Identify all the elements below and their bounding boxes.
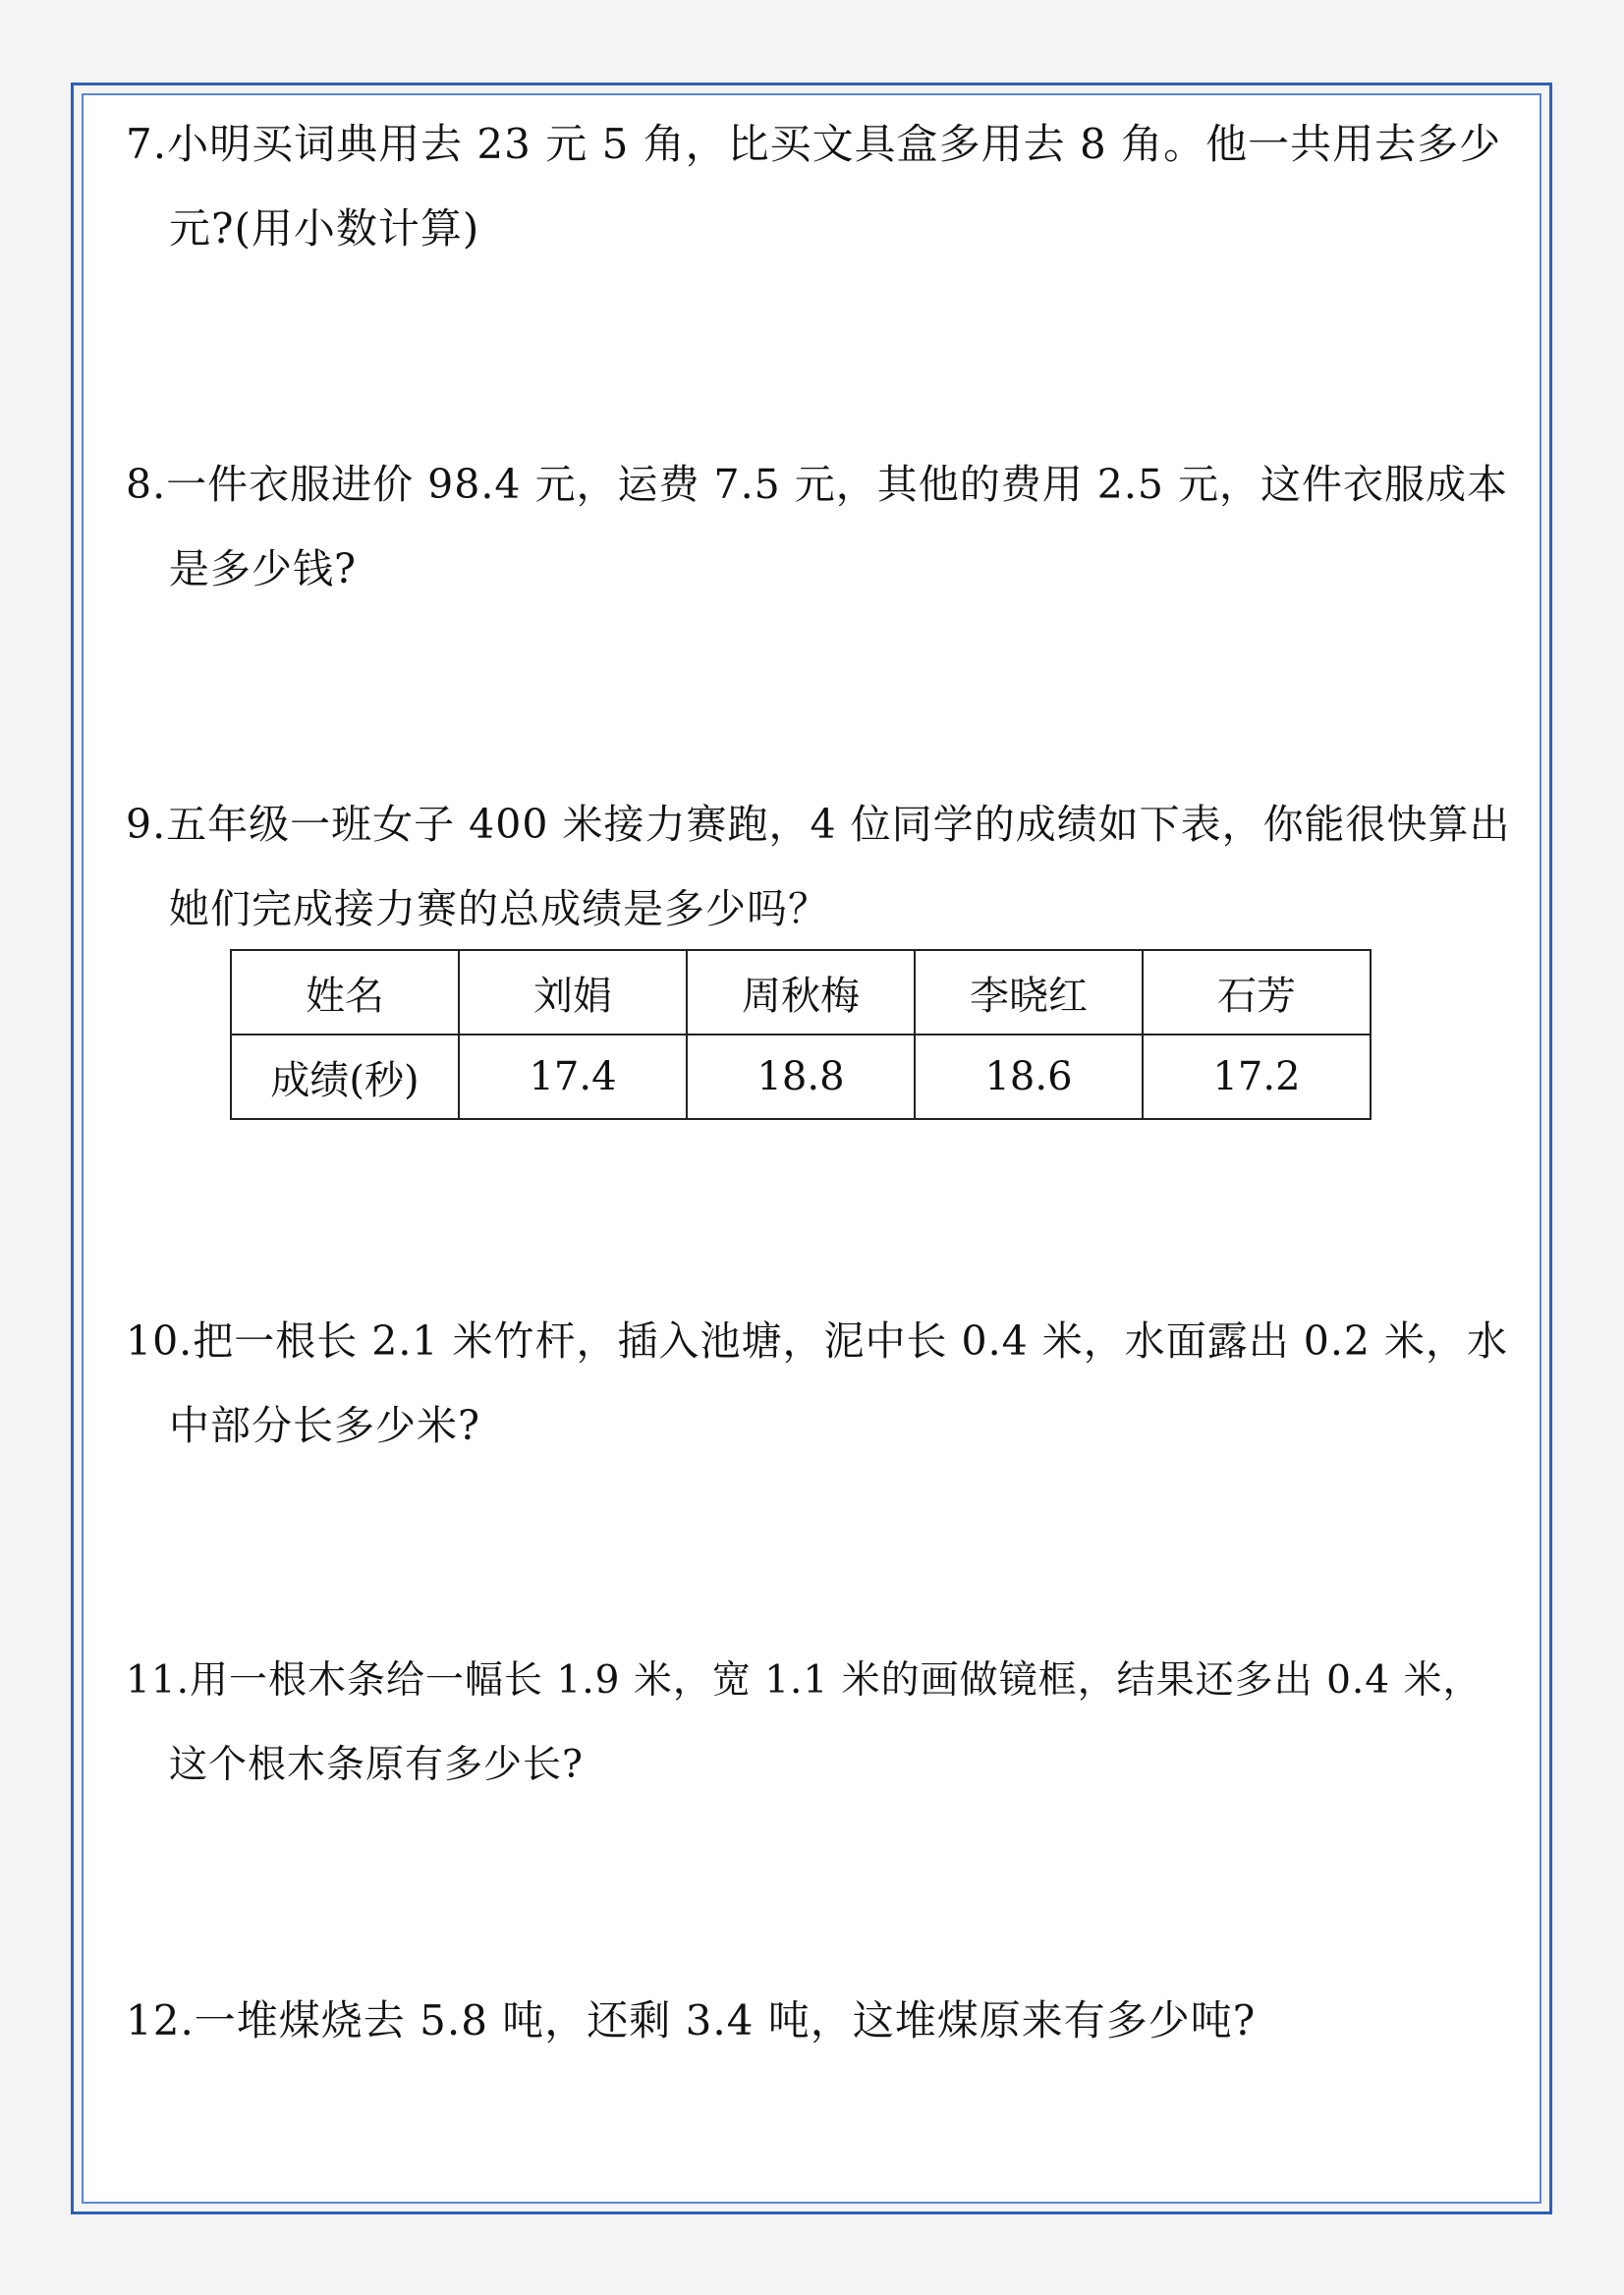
question-11-number: 11. (126, 1658, 191, 1703)
question-10-number: 10. (126, 1317, 194, 1365)
question-9 (126, 782, 1511, 951)
score-table-value-cell: 17.2 (1143, 1035, 1371, 1119)
question-8-line1 (126, 442, 1508, 527)
question-9-line2: 她们完成接力赛的总成绩是多少吗？ (169, 885, 829, 932)
question-8-line2: 是多少钱? (169, 545, 357, 592)
question-9-text: 五年级一班女子 400 米接力赛跑，4 位同学的成绩如下表，你能很快算出 (166, 801, 1511, 848)
question-10-line2: 中部分长多少米? (169, 1402, 480, 1449)
score-table (230, 949, 1372, 1120)
question-9-number: 9. (126, 801, 167, 848)
question-8-text: 一件衣服进价 98.4 元，运费 7.5 元，其他的费用 2.5 元，这件衣服成本 (166, 461, 1509, 508)
question-7-number: 7. (126, 120, 168, 168)
question-10-line1 (126, 1299, 1508, 1383)
question-12-text: 一堆煤烧去 5.8 吨，还剩 3.4 吨，这堆煤原来有多少吨? (194, 1996, 1257, 2044)
question-11 (126, 1639, 1482, 1808)
score-table-header-row (231, 950, 1371, 1035)
question-8-number: 8. (126, 461, 167, 508)
score-table-value-cell: 18.6 (915, 1035, 1143, 1119)
question-7 (126, 102, 1501, 271)
page-border-inner (82, 93, 1541, 2204)
question-7-line1 (126, 102, 1501, 187)
score-table-header-cell: 李晓红 (915, 950, 1143, 1035)
page-border-outer (71, 83, 1552, 2214)
question-8 (126, 442, 1508, 611)
score-table-value-cell: 18.8 (687, 1035, 915, 1119)
score-table-value-row (231, 1035, 1371, 1119)
score-table-header-cell: 石芳 (1143, 950, 1371, 1035)
question-9-line1 (126, 782, 1511, 867)
question-12 (126, 1979, 1256, 2063)
score-table-header-cell: 刘娟 (459, 950, 687, 1035)
question-10-text: 把一根长 2.1 米竹杆，插入池塘，泥中长 0.4 米，水面露出 0.2 米，水 (193, 1317, 1509, 1365)
score-table-header-cell: 周秋梅 (687, 950, 915, 1035)
question-7-text: 小明买词典用去 23 元 5 角，比买文具盒多用去 8 角。他一共用去多少 (167, 120, 1502, 168)
score-table-value-cell: 成绩(秒) (231, 1035, 459, 1119)
question-11-line2: 这个根木条原有多少长? (169, 1743, 584, 1787)
question-7-line2: 元?(用小数计算) (169, 204, 480, 252)
question-11-line1 (126, 1639, 1482, 1723)
score-table-value-cell: 17.4 (459, 1035, 687, 1119)
question-12-line1 (126, 1979, 1256, 2063)
question-12-number: 12. (126, 1996, 195, 2044)
question-11-text: 用一根木条给一幅长 1.9 米，宽 1.1 米的画做镜框，结果还多出 0.4 米， (190, 1658, 1483, 1703)
question-10 (126, 1299, 1508, 1468)
score-table-header-cell: 姓名 (231, 950, 459, 1035)
